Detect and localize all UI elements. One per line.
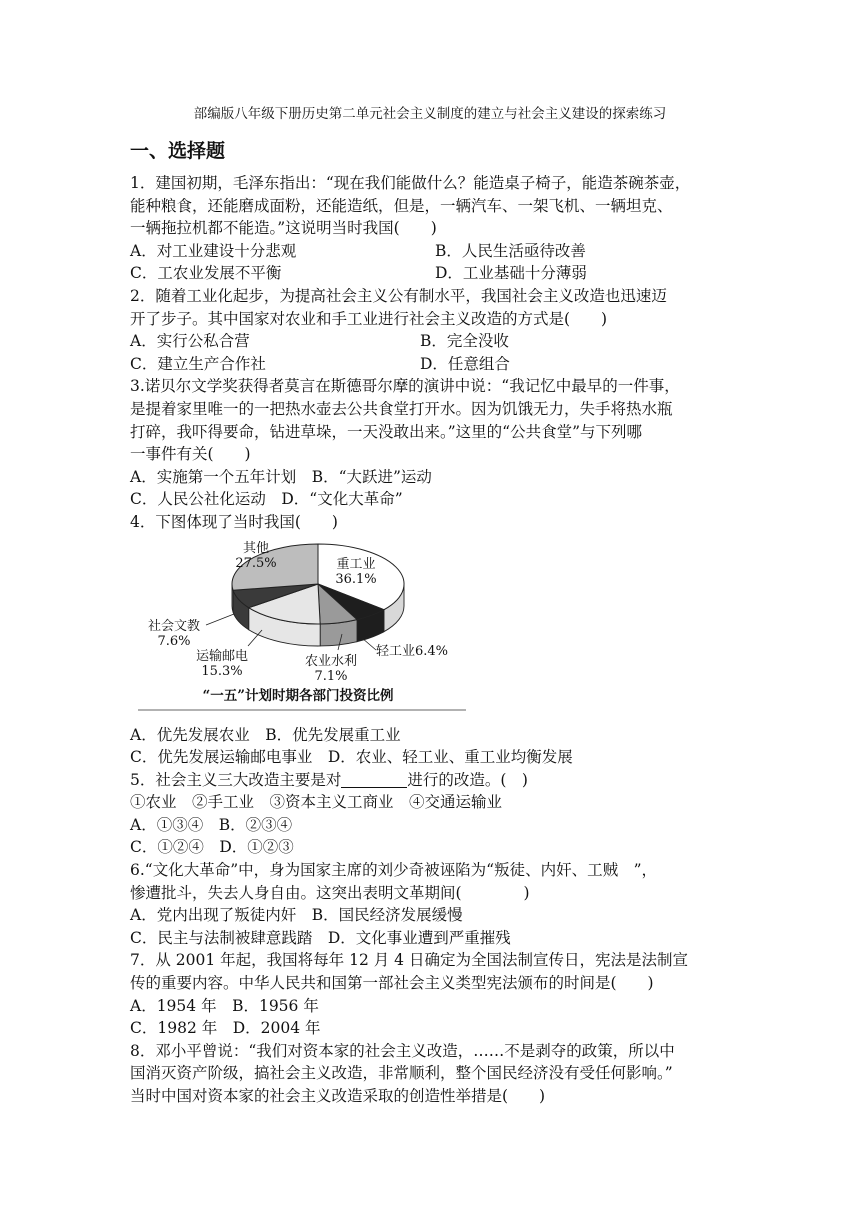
question-3	[130, 375, 730, 511]
investment-pie-figure	[130, 534, 730, 724]
option-a: A．对工业建设十分悲观	[130, 241, 297, 260]
question-1-line-3: 一辆拖拉机都不能造。”这说明当时我国( )	[130, 219, 437, 238]
slice-label-4: 社会文教	[147, 618, 201, 634]
question-1-line-1: 1．建国初期，毛泽东指出：“现在我们能做什么？能造桌子椅子，能造茶碗茶壶，	[130, 174, 691, 192]
question-4	[130, 511, 730, 769]
question-6	[130, 859, 730, 949]
question-3-options-ab: A．实施第一个五年计划 B．“大跃进”运动	[130, 467, 432, 486]
question-6-options-ab: A．党内出现了叛徒内奸 B．国民经济发展缓慢	[130, 906, 463, 925]
question-6-options-cd: C．民主与法制被肆意践踏 D．文化事业遭到严重摧残	[130, 928, 511, 947]
question-3-line-3: 打碎，我吓得要命，钻进草垛，一天没敢出来。”这里的“公共食堂”与下列哪	[130, 422, 643, 441]
question-8	[130, 1040, 730, 1108]
question-2-line-1: 2．随着工业化起步，为提高社会主义公有制水平，我国社会主义改造也迅速迈	[130, 286, 667, 305]
question-1-line-2: 能种粮食，还能磨成面粉，还能造纸，但是，一辆汽车、一架飞机、一辆坦克、	[130, 196, 673, 215]
slice-value-0: 36.1%	[335, 571, 377, 587]
question-6-line-1: 6.“文化大革命”中，身为国家主席的刘少奇被诬陷为“叛徒、内奸、工贼 ”，	[130, 861, 657, 880]
slice-label-5: 其他	[242, 540, 270, 556]
slice-value-2: 7.1%	[314, 668, 348, 684]
question-7-options-ab: A．1954 年 B．1956 年	[130, 996, 319, 1015]
option-b: B．完全没收	[420, 332, 509, 351]
option-a: A．实行公私合营	[130, 332, 250, 351]
option-d: D．任意组合	[420, 354, 510, 373]
question-4-options-cd: C．优先发展运输邮电事业 D．农业、轻工业、重工业均衡发展	[130, 748, 573, 767]
question-1-options-cd	[130, 262, 730, 285]
slice-label-2: 农业水利	[304, 653, 358, 669]
slice-label-1: 轻工业6.4%	[376, 643, 449, 659]
leader-line-1	[362, 638, 376, 650]
question-7-line-1: 7．从 2001 年起，我国将每年 12 月 4 日确定为全国法制宣传日，宪法是法制宣	[130, 951, 688, 970]
question-4-options-ab: A．优先发展农业 B．优先发展重工业	[130, 725, 401, 744]
question-8-line-2: 国消灭资产阶级，搞社会主义改造，非常顺利，整个国民经济没有受任何影响。”	[130, 1064, 673, 1083]
question-8-line-1: 8．邓小平曾说：“我们对资本家的社会主义改造，……不是剥夺的政策，所以中	[130, 1041, 675, 1060]
slice-label-3: 运输邮电	[195, 648, 249, 664]
question-6-line-2: 惨遭批斗，失去人身自由。这突出表明文革期间( )	[130, 883, 530, 902]
question-1-options-ab	[130, 240, 730, 263]
question-7	[130, 949, 730, 1039]
question-list	[130, 172, 730, 1108]
question-5-stem	[130, 769, 730, 792]
slice-value-5: 27.5%	[235, 555, 277, 571]
question-5-options-cd: C．①②④ D．①②③	[130, 838, 294, 857]
question-4-stem: 4．下图体现了当时我国( )	[130, 512, 338, 531]
option-b: B．人民生活亟待改善	[435, 241, 586, 260]
answer-blank	[341, 771, 407, 788]
question-2	[130, 285, 730, 375]
question-8-line-3: 当时中国对资本家的社会主义改造采取的创造性举措是( )	[130, 1087, 546, 1105]
question-5-stem-before: 5．社会主义三大改造主要是对	[130, 770, 342, 789]
question-7-line-2: 传的重要内容。中华人民共和国第一部社会主义类型宪法颁布的时间是( )	[130, 974, 654, 993]
question-7-options-cd: C．1982 年 D．2004 年	[130, 1019, 321, 1038]
option-d: D．工业基础十分薄弱	[435, 264, 587, 283]
question-2-options-ab	[130, 330, 730, 353]
slice-value-3: 15.3%	[201, 663, 243, 679]
question-2-options-cd	[130, 353, 730, 376]
question-5	[130, 769, 730, 859]
question-5-stem-after: 进行的改造。( )	[407, 770, 528, 789]
question-3-options-cd: C．人民公社化运动 D．“文化大革命”	[130, 490, 403, 509]
question-1	[130, 172, 730, 285]
investment-pie-chart	[130, 534, 730, 724]
option-c: C．工农业发展不平衡	[130, 264, 282, 283]
chart-title: “一五”计划时期各部门投资比例	[202, 687, 394, 704]
question-5-options-ab: A．①③④ B．②③④	[130, 815, 293, 834]
question-5-items: ①农业 ②手工业 ③资本主义工商业 ④交通运输业	[130, 793, 503, 812]
option-c: C．建立生产合作社	[130, 354, 266, 373]
question-3-line-2: 是提着家里唯一的一把热水壶去公共食堂打开水。因为饥饿无力，失手将热水瓶	[130, 399, 673, 418]
slice-label-0: 重工业	[336, 556, 376, 572]
question-3-line-4: 一事件有关( )	[130, 445, 251, 464]
question-3-line-1: 3.诺贝尔文学奖获得者莫言在斯德哥尔摩的演讲中说：“我记忆中最早的一件事，	[130, 377, 680, 396]
slice-value-4: 7.6%	[157, 633, 191, 649]
question-2-line-2: 开了步子。其中国家对农业和手工业进行社会主义改造的方式是( )	[130, 309, 608, 328]
leader-line-4	[206, 614, 234, 625]
document-title: 部编版八年级下册历史第二单元社会主义制度的建立与社会主义建设的探索练习	[193, 106, 667, 122]
section-heading: 一、选择题	[130, 140, 226, 162]
